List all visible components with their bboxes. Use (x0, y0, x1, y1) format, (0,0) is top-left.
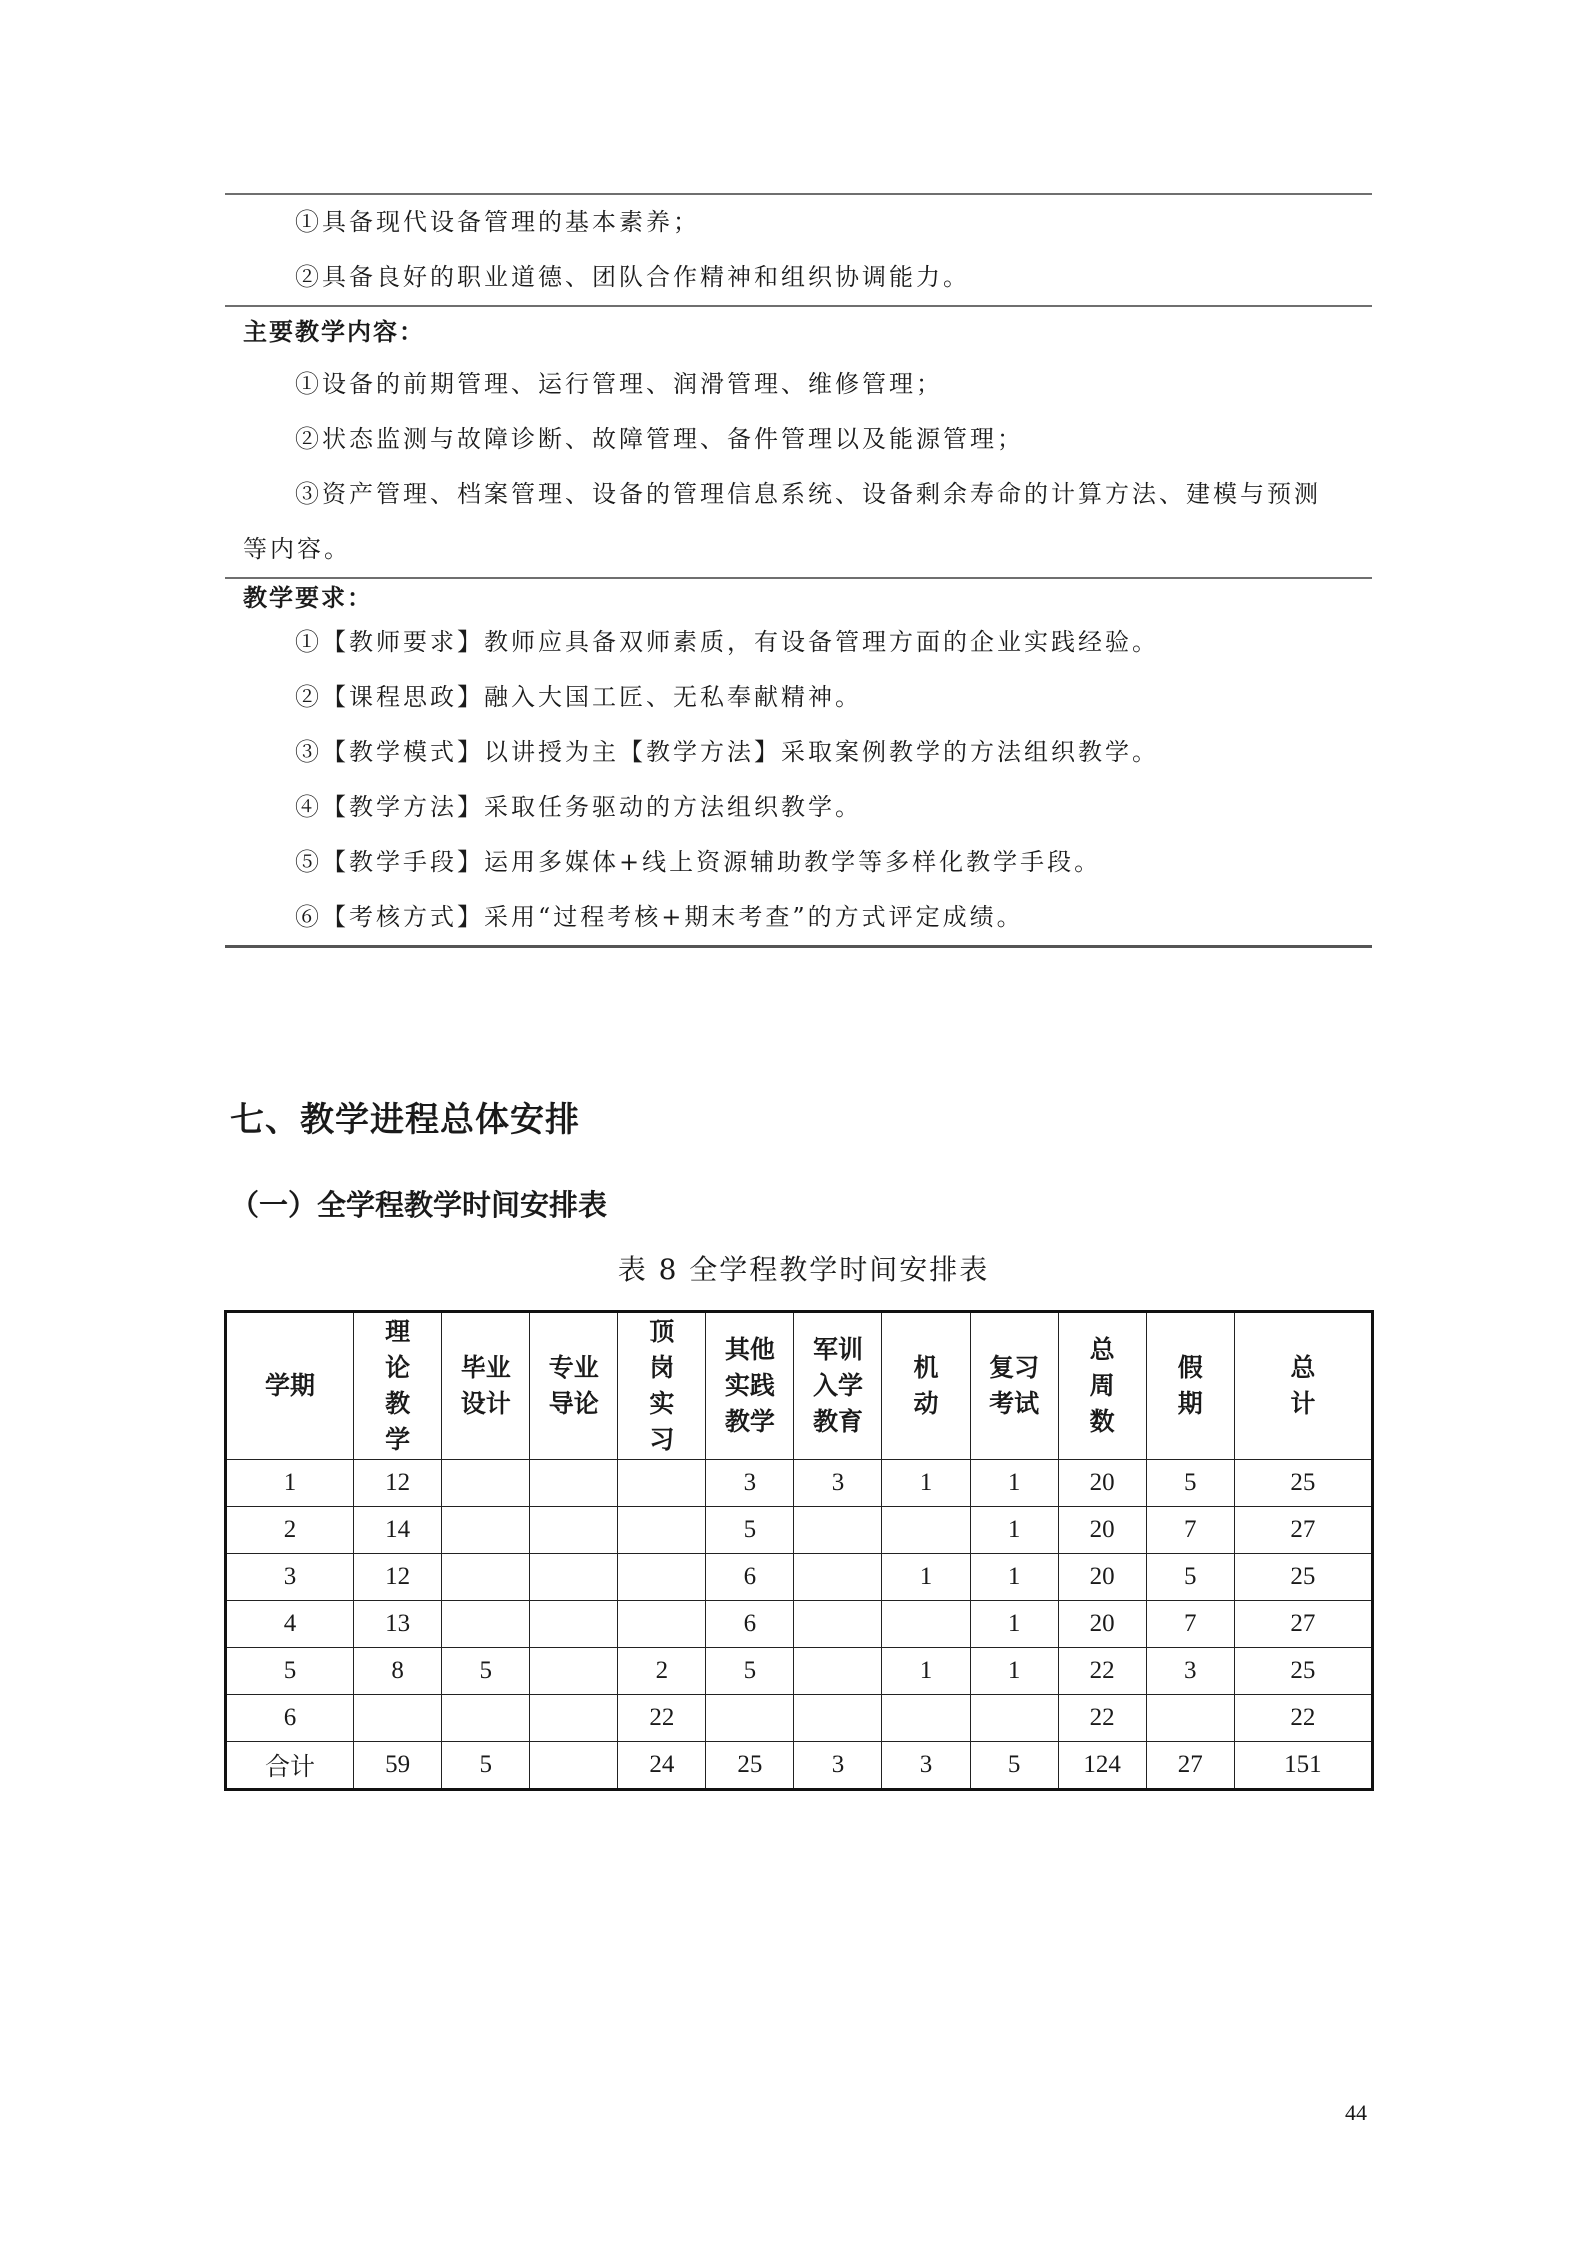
table-cell: 1 (970, 1460, 1058, 1507)
table-cell: 1 (970, 1507, 1058, 1554)
table-cell (882, 1507, 970, 1554)
section-title: 七、教学进程总体安排 (230, 1100, 580, 1140)
requirement-line: ④【教学方法】采取任务驱动的方法组织教学。 (295, 793, 862, 821)
table-cell: 1 (882, 1554, 970, 1601)
table-cell: 5 (706, 1648, 794, 1695)
header-cell: 专业 导论 (530, 1312, 618, 1460)
table-cell (794, 1648, 882, 1695)
table-cell (530, 1695, 618, 1742)
table-cell: 3 (1146, 1648, 1234, 1695)
table-cell: 14 (354, 1507, 442, 1554)
table-cell: 5 (1146, 1554, 1234, 1601)
table-cell: 7 (1146, 1507, 1234, 1554)
requirement-line: ③【教学模式】以讲授为主【教学方法】采取案例教学的方法组织教学。 (295, 738, 1159, 766)
table-cell: 3 (226, 1554, 354, 1601)
table-cell (706, 1695, 794, 1742)
table-cell: 124 (1058, 1742, 1146, 1790)
header-cell: 总 计 (1234, 1312, 1372, 1460)
table-cell (970, 1695, 1058, 1742)
table-cell (442, 1554, 530, 1601)
requirements-label: 教学要求： (243, 583, 373, 612)
table-cell: 1 (970, 1601, 1058, 1648)
table-cell: 27 (1146, 1742, 1234, 1790)
table-row (226, 1742, 1373, 1790)
table-cell (354, 1695, 442, 1742)
table-cell (794, 1507, 882, 1554)
table-cell: 5 (442, 1648, 530, 1695)
table-row (226, 1695, 1373, 1742)
table-cell: 25 (1234, 1460, 1372, 1507)
table-cell: 1 (970, 1648, 1058, 1695)
page-number: 44 (1345, 2100, 1367, 2125)
table-cell (1146, 1695, 1234, 1742)
requirement-line: ②【课程思政】融入大国工匠、无私奉献精神。 (295, 683, 862, 711)
table-cell (442, 1601, 530, 1648)
table-cell: 6 (226, 1695, 354, 1742)
table-cell: 合计 (226, 1742, 354, 1790)
table-cell: 1 (970, 1554, 1058, 1601)
table-cell: 3 (794, 1460, 882, 1507)
table-row (226, 1460, 1373, 1507)
table-cell: 6 (706, 1554, 794, 1601)
table-cell (794, 1601, 882, 1648)
table-cell: 3 (794, 1742, 882, 1790)
table-row (226, 1648, 1373, 1695)
table-cell (618, 1554, 706, 1601)
content-label: 主要教学内容： (243, 317, 425, 346)
table-cell: 25 (1234, 1554, 1372, 1601)
table-header-row (226, 1312, 1373, 1460)
table-cell (530, 1648, 618, 1695)
header-cell: 毕业 设计 (442, 1312, 530, 1460)
table-cell: 3 (706, 1460, 794, 1507)
table-cell: 12 (354, 1460, 442, 1507)
table-cell: 12 (354, 1554, 442, 1601)
table-cell: 1 (882, 1648, 970, 1695)
table-cell: 20 (1058, 1554, 1146, 1601)
table-row (226, 1507, 1373, 1554)
quality-line: ②具备良好的职业道德、团队合作精神和组织协调能力。 (295, 263, 970, 291)
table-cell (530, 1742, 618, 1790)
requirement-line: ⑥【考核方式】采用“过程考核+期末考查”的方式评定成绩。 (295, 903, 1024, 931)
table-cell: 1 (226, 1460, 354, 1507)
table-cell (530, 1554, 618, 1601)
table-caption: 表 8 全学程教学时间安排表 (617, 1253, 990, 1286)
table-cell (442, 1507, 530, 1554)
table-cell: 22 (1058, 1648, 1146, 1695)
table-cell: 4 (226, 1601, 354, 1648)
divider (225, 945, 1372, 948)
quality-line: ①具备现代设备管理的基本素养； (295, 208, 700, 236)
table-cell: 8 (354, 1648, 442, 1695)
table-cell: 13 (354, 1601, 442, 1648)
table-cell: 27 (1234, 1507, 1372, 1554)
table-cell: 3 (882, 1742, 970, 1790)
table-cell (442, 1460, 530, 1507)
content-line: ①设备的前期管理、运行管理、润滑管理、维修管理； (295, 370, 943, 398)
table-cell: 5 (442, 1742, 530, 1790)
content-line: ③资产管理、档案管理、设备的管理信息系统、设备剩余寿命的计算方法、建模与预测 (295, 480, 1321, 508)
table-cell: 5 (1146, 1460, 1234, 1507)
content-line: ②状态监测与故障诊断、故障管理、备件管理以及能源管理； (295, 425, 1024, 453)
subsection-title: （一）全学程教学时间安排表 (230, 1188, 608, 1222)
table-body (226, 1460, 1373, 1790)
header-cell: 军训 入学 教育 (794, 1312, 882, 1460)
table-cell: 25 (706, 1742, 794, 1790)
table-cell: 2 (226, 1507, 354, 1554)
header-cell: 假 期 (1146, 1312, 1234, 1460)
table-cell: 20 (1058, 1601, 1146, 1648)
table-cell (882, 1601, 970, 1648)
table-cell (882, 1695, 970, 1742)
table-cell (794, 1695, 882, 1742)
table-cell (618, 1601, 706, 1648)
table-cell: 24 (618, 1742, 706, 1790)
header-cell: 学期 (226, 1312, 354, 1460)
table-cell: 7 (1146, 1601, 1234, 1648)
table-cell (794, 1554, 882, 1601)
table-cell (530, 1460, 618, 1507)
table-cell (530, 1507, 618, 1554)
header-cell: 复习 考试 (970, 1312, 1058, 1460)
table-cell (618, 1507, 706, 1554)
table-cell: 22 (1058, 1695, 1146, 1742)
table-cell: 2 (618, 1648, 706, 1695)
content-continuation: 等内容。 (243, 535, 351, 563)
requirement-line: ①【教师要求】教师应具备双师素质，有设备管理方面的企业实践经验。 (295, 628, 1159, 656)
course-description-box (225, 193, 1372, 948)
header-cell: 理 论 教 学 (354, 1312, 442, 1460)
table-cell: 5 (970, 1742, 1058, 1790)
header-cell: 总 周 数 (1058, 1312, 1146, 1460)
table-cell: 27 (1234, 1601, 1372, 1648)
table-cell: 22 (618, 1695, 706, 1742)
table-cell: 6 (706, 1601, 794, 1648)
table-cell: 5 (226, 1648, 354, 1695)
header-cell: 顶 岗 实 习 (618, 1312, 706, 1460)
table-cell: 5 (706, 1507, 794, 1554)
requirement-line: ⑤【教学手段】运用多媒体+线上资源辅助教学等多样化教学手段。 (295, 848, 1102, 876)
table-cell: 1 (882, 1460, 970, 1507)
table-row (226, 1601, 1373, 1648)
schedule-table (224, 1310, 1374, 1791)
table-cell: 59 (354, 1742, 442, 1790)
table-cell (618, 1460, 706, 1507)
table-cell: 22 (1234, 1695, 1372, 1742)
table-cell: 151 (1234, 1742, 1372, 1790)
table-cell: 25 (1234, 1648, 1372, 1695)
table-cell (442, 1695, 530, 1742)
table-cell: 20 (1058, 1460, 1146, 1507)
header-cell: 其他 实践 教学 (706, 1312, 794, 1460)
table-row (226, 1554, 1373, 1601)
header-cell: 机 动 (882, 1312, 970, 1460)
table-cell (530, 1601, 618, 1648)
table-cell: 20 (1058, 1507, 1146, 1554)
